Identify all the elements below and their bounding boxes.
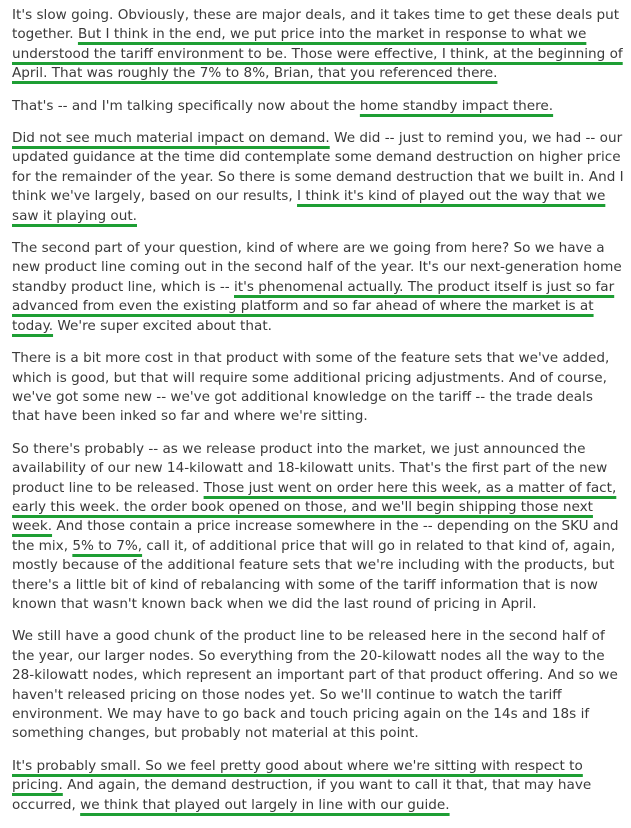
paragraph-6: [12, 440, 624, 615]
highlighted-segment: we think that played out largely in line with our guide.: [80, 796, 450, 813]
paragraph-3: [12, 129, 624, 226]
highlighted-segment: It's probably small. So we feel pretty good about where we're sitting with respect to pricing.: [12, 757, 583, 794]
text-segment: The second part of your question, kind of where are we going from here? So we have a new product line coming out in the second half of the year. It's our next-generation home standby product line, which is --: [12, 240, 622, 295]
paragraph-7: [12, 627, 624, 743]
text-segment: We still have a good chunk of the product line to be released here in the second half of the year, our larger nodes. So everything from the 20-kilowatt nodes all the way to the 28-kilowatt nodes, which represent an important part of that product offering. And so we haven't released pricing on those nodes yet. So we'll continue to watch the tariff environment. We may have to go back and touch pricing again on the 14s and 18s if something changes, but probably not material at this point.: [12, 628, 618, 742]
text-segment: We're super excited about that.: [53, 317, 272, 334]
highlighted-segment: I think it's kind of played out the way that we saw it playing out.: [12, 188, 606, 224]
highlighted-segment: 5% to 7%,: [72, 537, 143, 554]
highlighted-segment: home standby impact there.: [359, 97, 554, 114]
highlighted-segment: it's phenomenal actually. The product itself is just so far advanced from even the existing platform and so far ahead of where the market is at today.: [12, 278, 615, 334]
text-segment: There is a bit more cost in that product with some of the feature sets that we've added, which is good, but that will require some additional pricing adjustments. And of course, we've got some new -- we've got additional knowledge on the tariff -- the trade deals that have been inked so far and where we're sitting.: [12, 350, 610, 425]
paragraph-5: [12, 349, 624, 427]
paragraph-1: [12, 6, 624, 84]
paragraph-8: [12, 757, 624, 815]
transcript-document: [12, 6, 624, 828]
highlighted-segment: Did not see much material impact on demand.: [12, 130, 330, 147]
text-segment: That's -- and I'm talking specifically now about the: [12, 97, 360, 114]
text-segment: And those contain a price increase somewhere in the -- depending on the SKU and the mix,: [12, 518, 619, 554]
paragraph-4: [12, 239, 624, 336]
text-segment: call it, of additional price that will go in related to that kind of, again, mostly because of the additional feature sets that we're including with the products, but there's a little bit of kind of rebalancing with some of the tariff information that is now known that wasn't known back when we did the last round of pricing in April.: [12, 537, 616, 612]
text-segment: It's slow going. Obviously, these are major deals, and it takes time to get these deals put together.: [12, 7, 620, 43]
text-segment: We did -- just to remind you, we had -- our updated guidance at the time did contemplate some demand destruction on higher price for the remainder of the year. So there is some demand destruction that we built in. And I think we've largely, based on our results,: [12, 130, 624, 205]
paragraph-2: [12, 97, 624, 116]
highlighted-segment: Those just went on order here this week, as a matter of fact, early this week. the order book opened on those, and we'll begin shipping those next week.: [12, 479, 617, 535]
text-segment: So there's probably -- as we release product into the market, we just announced the availability of our new 14-kilowatt and 18-kilowatt units. That's the first part of the new product line to be released.: [12, 440, 608, 496]
text-segment: And again, the demand destruction, if you want to call it that, that may have occurred,: [12, 777, 592, 813]
highlighted-segment: But I think in the end, we put price into the market in response to what we understood the tariff environment to be. Those were effective, I think, at the beginning of April. That was roughly the 7% to 8%, Brian, that you referenced there.: [12, 26, 623, 82]
